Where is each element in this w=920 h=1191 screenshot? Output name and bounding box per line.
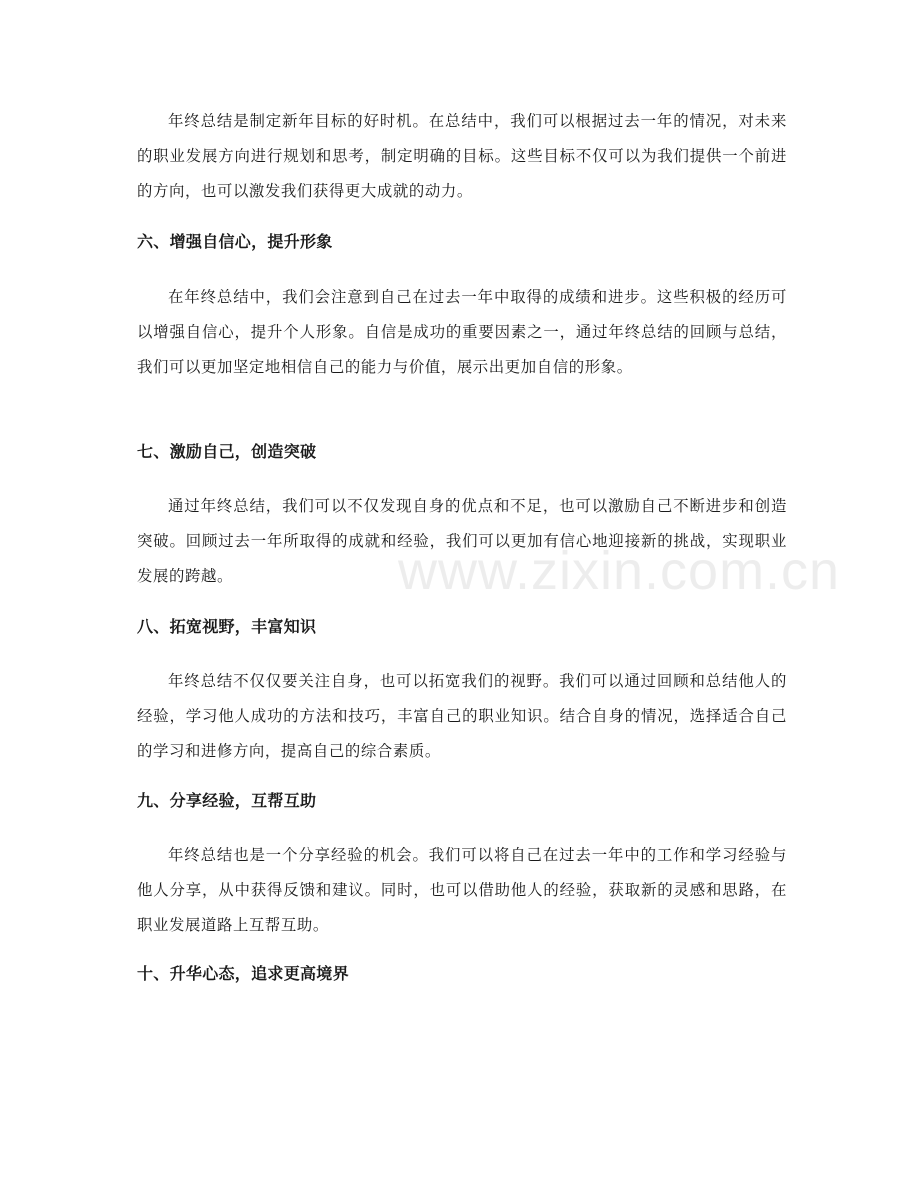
section-heading-9: 九、分享经验，互帮互助 [137,791,317,810]
watermark: www.zixin.com.cn [398,541,841,601]
paragraph-goal-setting: 年终总结是制定新年目标的好时机。在总结中，我们可以根据过去一年的情况，对未来的职业发展方向进行规划和思考，制定明确的目标。这些目标不仅可以为我们提供一个前进的方向，也可以激发我们获得更大成就的动力。 [137,112,787,200]
section-heading-10: 十、升华心态，追求更高境界 [137,964,349,983]
paragraph-sharing: 年终总结也是一个分享经验的机会。我们可以将自己在过去一年中的工作和学习经验与他人分享，从中获得反馈和建议。同时，也可以借助他人的经验，获取新的灵感和思路，在职业发展道路上互帮互助。 [137,846,787,934]
paragraph-motivation: 通过年终总结，我们可以不仅发现自身的优点和不足，也可以激励自己不断进步和创造突破。回顾过去一年所取得的成就和经验，我们可以更加有信心地迎接新的挑战，实现职业发展的跨越。 [137,497,787,585]
section-heading-7: 七、激励自己，创造突破 [137,442,317,461]
paragraph-confidence: 在年终总结中，我们会注意到自己在过去一年中取得的成绩和进步。这些积极的经历可以增强自信心，提升个人形象。自信是成功的重要因素之一，通过年终总结的回顾与总结，我们可以更加坚定地相信自己的能力与价值，展示出更加自信的形象。 [137,288,787,376]
section-heading-6: 六、增强自信心，提升形象 [137,232,333,251]
paragraph-knowledge: 年终总结不仅仅要关注自身，也可以拓宽我们的视野。我们可以通过回顾和总结他人的经验，学习他人成功的方法和技巧，丰富自己的职业知识。结合自身的情况，选择适合自己的学习和进修方向，提高自己的综合素质。 [137,672,787,760]
section-heading-8: 八、拓宽视野，丰富知识 [137,617,317,636]
